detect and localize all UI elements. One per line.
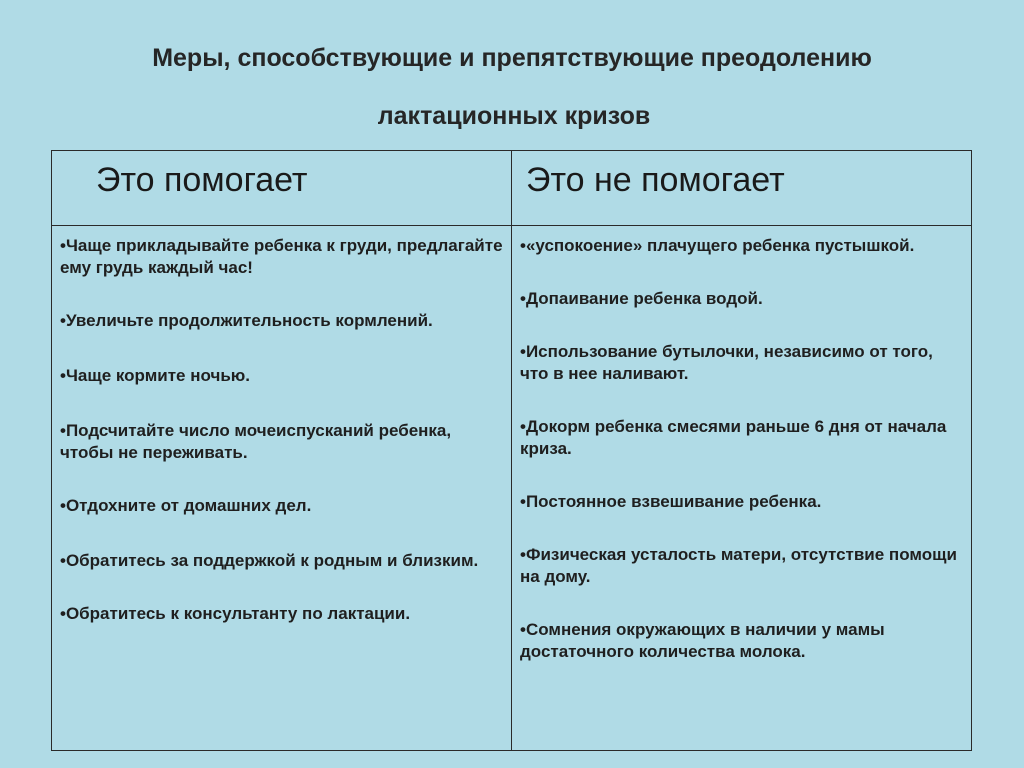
list-item: •Обратитесь к консультанту по лактации. bbox=[60, 604, 411, 623]
page-title-line-1: Меры, способствующие и препятствующие преодолению bbox=[152, 44, 872, 72]
list-item: •Постоянное взвешивание ребенка. bbox=[520, 492, 822, 511]
list-item: •«успокоение» плачущего ребенка пустышкой. bbox=[520, 236, 915, 255]
list-item: •Сомнения окружающих в наличии у мамы достаточного количества молока. bbox=[520, 620, 885, 661]
list-item: •Подсчитайте число мочеиспусканий ребенка, чтобы не переживать. bbox=[60, 421, 452, 462]
list-item: •Докорм ребенка смесями раньше 6 дня от начала криза. bbox=[520, 417, 947, 458]
list-item: •Допаивание ребенка водой. bbox=[520, 289, 763, 308]
does-not-help-list bbox=[520, 235, 960, 694]
page-title-line-2: лактационных кризов bbox=[377, 102, 651, 130]
list-item: •Отдохните от домашних дел. bbox=[60, 496, 312, 515]
column-header-helps: Это помогает bbox=[96, 161, 308, 199]
header-divider bbox=[52, 225, 971, 226]
list-item: •Использование бутылочки, независимо от того, что в нее наливают. bbox=[520, 342, 933, 383]
helps-list bbox=[60, 235, 505, 658]
list-item: •Чаще кормите ночью. bbox=[60, 366, 251, 385]
list-item: •Чаще прикладывайте ребенка к груди, предлагайте ему грудь каждый час! bbox=[60, 236, 503, 277]
column-header-does-not-help: Это не помогает bbox=[526, 161, 785, 199]
list-item: •Обратитесь за поддержкой к родным и близким. bbox=[60, 551, 479, 570]
list-item: •Физическая усталость матери, отсутствие помощи на дому. bbox=[520, 545, 957, 586]
column-divider bbox=[511, 151, 512, 750]
comparison-table bbox=[51, 150, 972, 751]
list-item: •Увеличьте продолжительность кормлений. bbox=[60, 311, 433, 330]
